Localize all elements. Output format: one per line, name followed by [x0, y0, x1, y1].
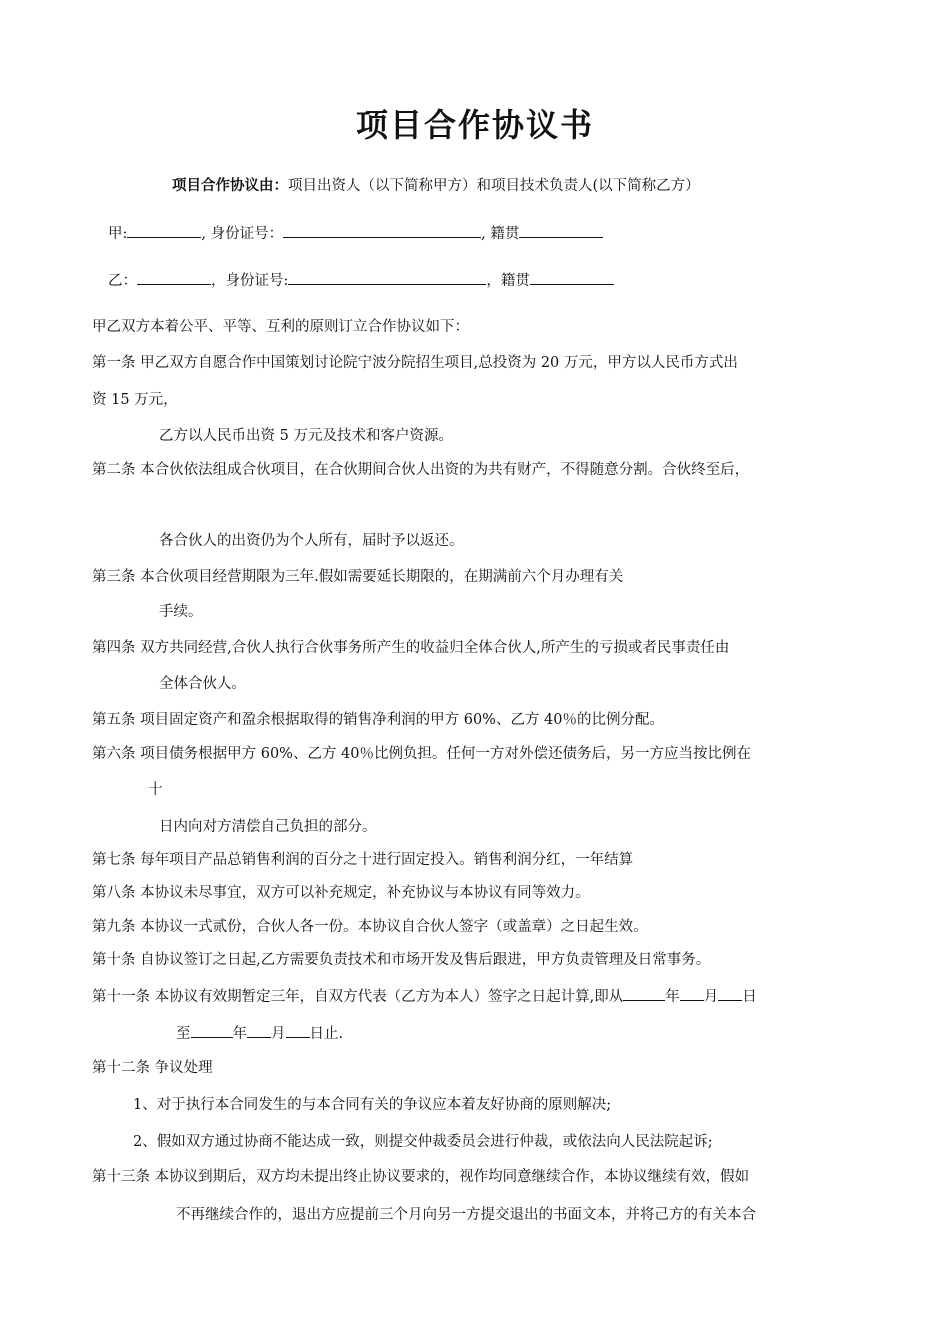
- document-title: 项目合作协议书: [355, 106, 594, 144]
- clause-6-line-3: 日内向对方清偿自己负担的部分。: [159, 819, 377, 835]
- clause-3-line-1: 第三条 本合伙项目经营期限为三年.假如需要延长期限的，在期满前六个月办理有关: [92, 569, 624, 585]
- clause-1-line-2: 资 15 万元，: [92, 392, 178, 408]
- clause-11-line-1: [92, 986, 757, 1007]
- intro-label: 项目合作协议由：: [172, 177, 288, 194]
- end-year-label: 年: [232, 1026, 247, 1042]
- party-a-id-blank: [283, 223, 481, 238]
- intro-line: [172, 176, 700, 196]
- party-b-line: [108, 270, 614, 291]
- party-b-origin-blank: [530, 270, 614, 285]
- clause-2-line-2: 各合伙人的出资仍为个人所有，届时予以返还。: [159, 533, 464, 549]
- clause-13-line-1: 第十三条 本协议到期后，双方均未提出终止协议要求的，视作均同意继续合作，本协议继续有效，假如: [92, 1169, 750, 1185]
- clause-11-line-2: [176, 1023, 343, 1044]
- clause-13-line-2: 不再继续合作的，退出方应提前三个月向另一方提交退出的书面文本，并将己方的有关本合: [176, 1207, 756, 1223]
- party-a-id-label: , 身份证号：: [201, 226, 284, 242]
- end-year-blank: [191, 1023, 233, 1038]
- clause-4-line-2: 全体合伙人。: [159, 676, 246, 692]
- end-month-label: 月: [271, 1026, 286, 1042]
- clause-7: 第七条 每年项目产品总销售利润的百分之十进行固定投入。销售利润分红，一年结算: [92, 852, 634, 868]
- clause-10: 第十条 自协议签订之日起,乙方需要负责技术和市场开发及售后跟进，甲方负责管理及日常事务。: [92, 952, 711, 968]
- clause-9: 第九条 本协议一式贰份，合伙人各一份。本协议自合伙人签字（或盖章）之日起生效。: [92, 919, 648, 935]
- intro-text: 项目出资人（以下简称甲方）和项目技术负责人(以下简称乙方）: [288, 178, 700, 194]
- clause-8: 第八条 本协议未尽事宜，双方可以补充规定，补充协议与本协议有同等效力。: [92, 885, 590, 901]
- start-day-blank: [718, 986, 742, 1001]
- clause-12-item-2: 2、假如双方通过协商不能达成一致，则提交仲裁委员会进行仲裁，或依法向人民法院起诉;: [133, 1134, 713, 1150]
- clause-1-line-3: 乙方以人民币出资 5 万元及技术和客户资源。: [159, 428, 453, 444]
- clause-5: 第五条 项目固定资产和盈余根据取得的销售净利润的甲方 60%、乙方 40％的比例分配。: [92, 712, 665, 728]
- start-month-blank: [680, 986, 704, 1001]
- end-month-blank: [247, 1023, 271, 1038]
- clause-11-text: 第十一条 本协议有效期暂定三年，自双方代表（乙方为本人）签字之日起计算,即从: [92, 989, 624, 1005]
- party-a-origin-label: , 籍贯: [481, 226, 520, 242]
- preamble: 甲乙双方本着公平、平等、互利的原则订立合作协议如下：: [92, 319, 469, 335]
- clause-6-line-1: 第六条 项目债务根据甲方 60%、乙方 40％比例负担。任何一方对外偿还债务后，另一方应当按比例在: [92, 746, 752, 762]
- end-day-blank: [286, 1023, 310, 1038]
- party-b-id-blank: [288, 270, 486, 285]
- party-a-origin-blank: [519, 223, 603, 238]
- start-year-label: 年: [665, 989, 680, 1005]
- end-to-label: 至: [176, 1026, 191, 1042]
- clause-6-line-2: 十: [148, 782, 163, 798]
- party-a-prefix: 甲:: [108, 226, 128, 242]
- start-day-label: 日: [742, 989, 757, 1005]
- party-b-prefix: 乙：: [108, 273, 137, 289]
- clause-4-line-1: 第四条 双方共同经营,合伙人执行合伙事务所产生的收益归全体合伙人,所产生的亏损或者民事责任由: [92, 640, 730, 656]
- clause-12-item-1: 1、对于执行本合同发生的与本合同有关的争议应本着友好协商的原则解决;: [133, 1097, 612, 1113]
- clause-2-line-1: 第二条 本合伙依法组成合伙项目，在合伙期间合伙人出资的为共有财产，不得随意分割。合伙终至后，: [92, 462, 750, 478]
- end-day-label: 日止.: [309, 1026, 344, 1042]
- party-b-origin-label: ，籍贯: [486, 273, 530, 289]
- party-b-name-blank: [137, 270, 211, 285]
- party-a-line: [108, 223, 603, 244]
- start-year-blank: [623, 986, 665, 1001]
- party-a-name-blank: [127, 223, 201, 238]
- start-month-label: 月: [703, 989, 719, 1005]
- party-b-id-label: ，身份证号:: [211, 273, 289, 289]
- clause-12: 第十二条 争议处理: [92, 1060, 213, 1076]
- clause-3-line-2: 手续。: [159, 604, 203, 620]
- clause-1-line-1: 第一条 甲乙双方自愿合作中国策划讨论院宁波分院招生项目,总投资为 20 万元，甲方以人民币方式出: [92, 355, 738, 371]
